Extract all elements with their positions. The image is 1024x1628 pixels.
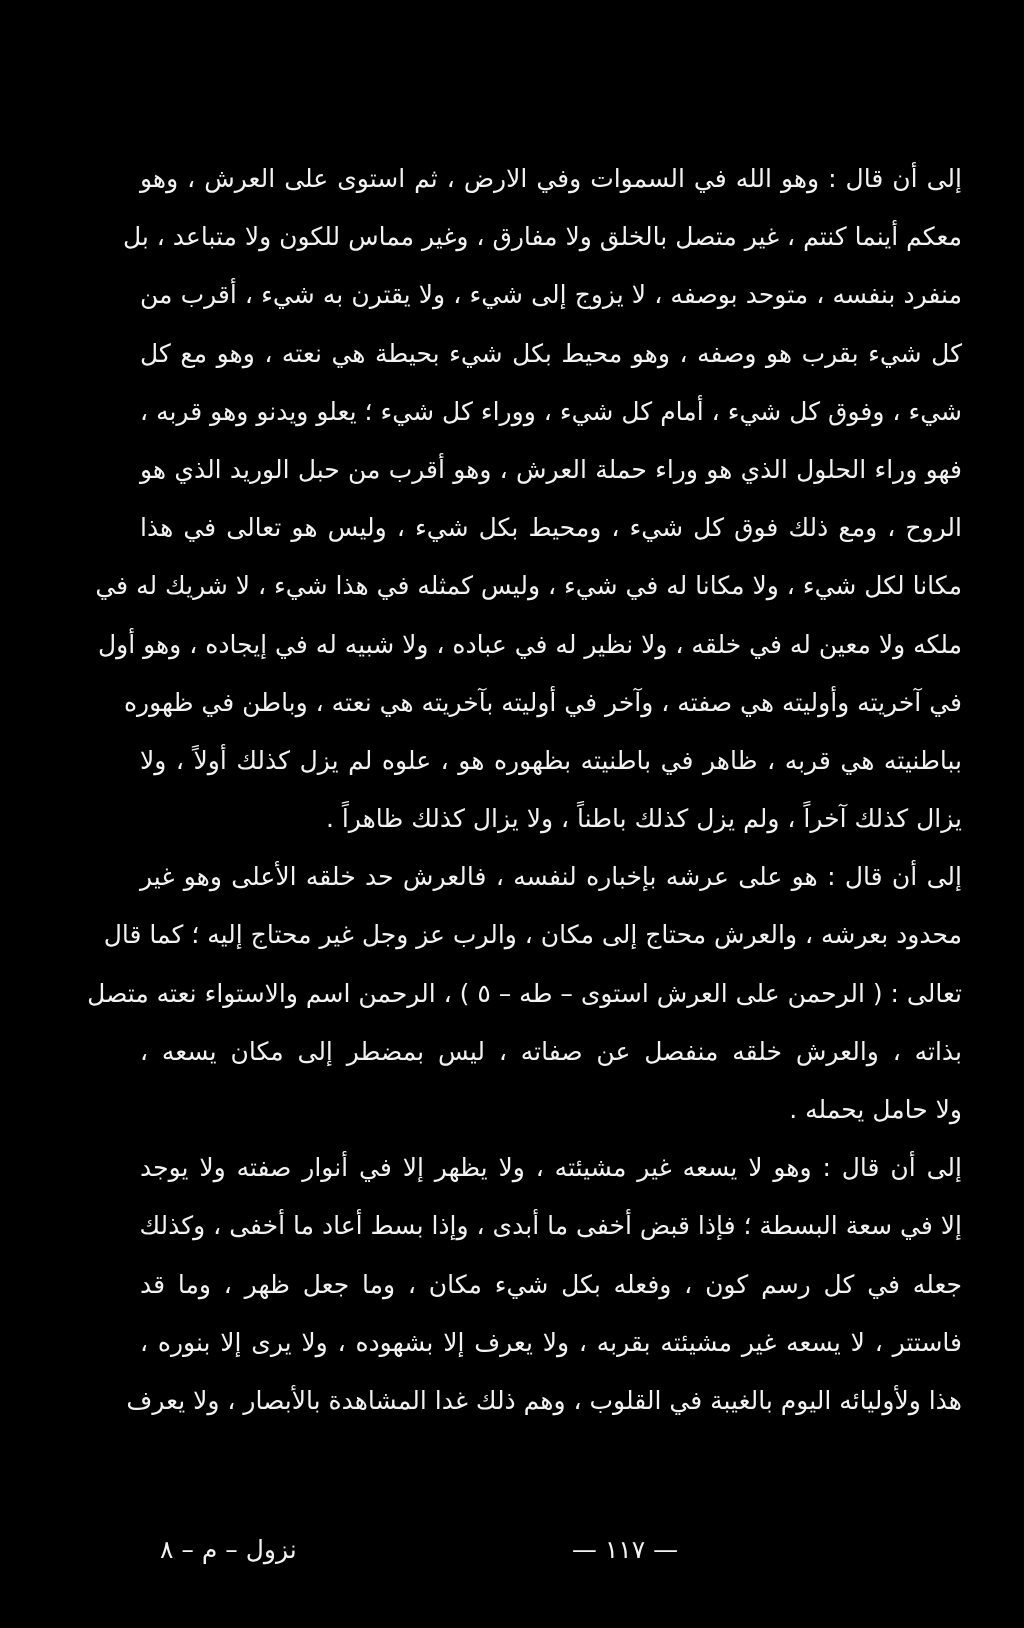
text-line: بذاته ، والعرش خلقه منفصل عن صفاته ، ليس بمضطر إلى مكان يسعه ، [140,1036,962,1066]
text-line: إلا في سعة البسطة ؛ فإذا قبض أخفى ما أبدى ، وإذا بسط أعاد ما أخفى ، وكذلك [139,1211,962,1241]
text-line: منفرد بنفسه ، متوحد بوصفه ، لا يزوج إلى شيء ، ولا يقترن به شيء ، أقرب من [140,280,962,310]
text-line: محدود بعرشه ، والعرش محتاج إلى مكان ، والرب عز وجل غير محتاج إليه ؛ كما قال [103,920,962,950]
text-line: ملكه ولا معين له في خلقه ، ولا نظير له في عباده ، ولا شبيه له في إيجاده ، وهو أول [97,629,962,659]
text-block [87,150,962,1430]
text-line: فاستتر ، لا يسعه غير مشيئته بقربه ، ولا يعرف إلا بشهوده ، ولا يرى إلا بنوره ، [140,1327,962,1357]
text-line: فهو وراء الحلول الذي هو وراء حملة العرش ، وهو أقرب من حبل الوريد الذي هو [140,454,962,484]
text-line: في آخريته وأوليته هي صفته ، وآخر في أوليته بآخريته هي نعته ، وباطن في ظهوره [123,687,962,717]
paragraph-3 [126,1139,962,1430]
paragraph-1 [95,150,962,848]
text-line: كل شيء بقرب هو وصفه ، وهو محيط بكل شيء بحيطة هي نعته ، وهو مع كل [140,338,962,368]
text-line: مكانا لكل شيء ، ولا مكانا له في شيء ، وليس كمثله في هذا شيء ، لا شريك له في [95,571,962,601]
text-line: إلى أن قال : وهو لا يسعه غير مشيئته ، ولا يظهر إلا في أنوار صفته ولا يوجد [140,1153,962,1183]
page-footer [140,1525,962,1575]
text-line: بباطنيته هي قربه ، ظاهر في باطنيته بظهوره هو ، علوه لم يزل كذلك أولاً ، ولا [140,745,962,775]
text-line: يزال كذلك آخراً ، ولم يزل كذلك باطناً ، ولا يزال كذلك ظاهراً . [325,804,962,834]
text-line: تعالى : ( الرحمن على العرش استوى – طه – ٥ ) ، الرحمن اسم والاستواء نعته متصل [87,978,962,1008]
signature-mark: نزول – م – ٨ [160,1535,297,1564]
text-line: شيء ، وفوق كل شيء ، أمام كل شيء ، ووراء كل شيء ؛ يعلو ويدنو وهو قربه ، [140,396,962,426]
text-line: إلى أن قال : وهو الله في السموات وفي الارض ، ثم استوى على العرش ، وهو [140,164,962,193]
text-line: الروح ، ومع ذلك فوق كل شيء ، ومحيط بكل شيء ، وليس هو تعالى في هذا [140,513,962,543]
text-line: إلى أن قال : هو على عرشه بإخباره لنفسه ، فالعرش حد خلقه الأعلى وهو غير [140,862,962,892]
paragraph-2 [87,848,962,1139]
text-line: هذا ولأوليائه اليوم بالغيبة في القلوب ، وهم ذلك غدا المشاهدة بالأبصار ، ولا يعرف [126,1385,962,1415]
page-number: — ١١٧ — [571,1535,679,1564]
text-line: معكم أينما كنتم ، غير متصل بالخلق ولا مفارق ، وغير مماس للكون ولا متباعد ، بل [122,222,962,252]
text-line: جعله في كل رسم كون ، وفعله بكل شيء مكان ، وما جعل ظهر ، وما قد [140,1269,962,1299]
text-line: ولا حامل يحمله . [789,1095,962,1124]
